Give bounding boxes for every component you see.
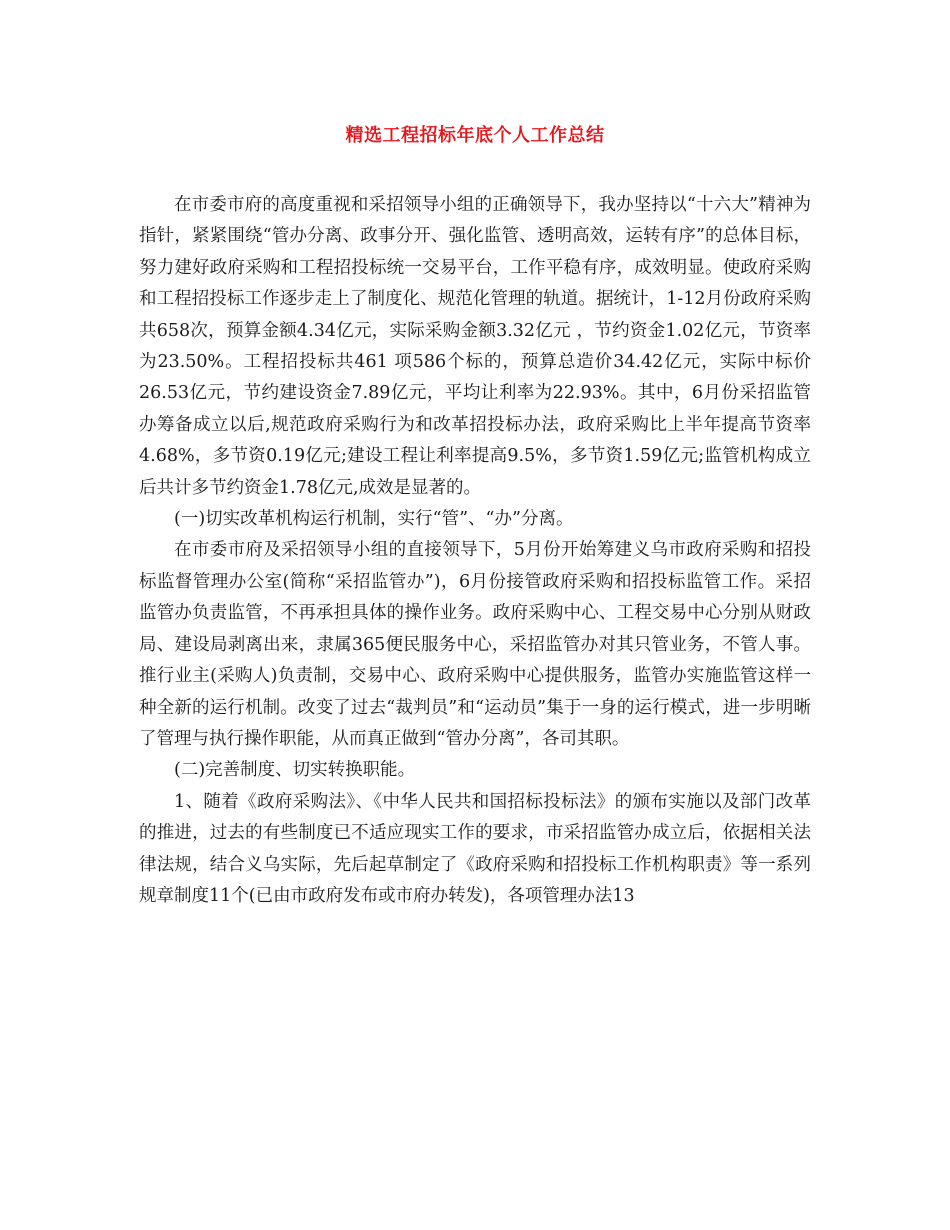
paragraph-mechanism: 在市委市府及采招领导小组的直接领导下，5月份开始筹建义乌市政府采购和招投标监督管理办公室(简称“采招监管办”)，6月份接管政府采购和招投标监管工作。采招监管办负责监管，不再承担具体的操作业务。政府采购中心、工程交易中心分别从财政局、建设局剥离出来，隶属365便民服务中心，采招监管办对其只管业务，不管人事。推行业主(采购人)负责制，交易中心、政府采购中心提供服务，监管办实施监管这样一种全新的运行机制。改变了过去“裁判员”和“运动员”集于一身的运行模式，进一步明晰了管理与执行操作职能，从而真正做到“管办分离”，各司其职。 [139, 540, 811, 749]
paragraph-regulations: 1、随着《政府采购法》、《中华人民共和国招标投标法》的颁布实施以及部门改革的推进，过去的有些制度已不适应现实工作的要求，市采招监管办成立后，依据相关法律法规，结合义乌实际，先后起草制定了《政府采购和招投标工作机构职责》等一系列规章制度11个(已由市政府发布或市府办转发)，各项管理办法13 [139, 791, 811, 906]
paragraph-overview: 在市委市府的高度重视和采招领导小组的正确领导下，我办坚持以“十六大”精神为指针，紧紧围绕“管办分离、政事分开、强化监管、透明高效，运转有序”的总体目标，努力建好政府采购和工程招投标统一交易平台，工作平稳有序，成效明显。使政府采购和工程招投标工作逐步走上了制度化、规范化管理的轨道。据统计，1-12月份政府采购共658次，预算金额4.34亿元，实际采购金额3.32亿元 ，节约资金1.02亿元，节资率为23.50%。工程招投标共461 项586个标的，预算总造价34.42亿元，实际中标价26.53亿元，节约建设资金7.89亿元，平均让利率为22.93%。其中，6月份采招监管办筹备成立以后,规范政府采购行为和改革招投标办法，政府采购比上半年提高节资率4.68%，多节资0.19亿元;建设工程让利率提高9.5%，多节资1.59亿元;监管机构成立后共计多节约资金1.78亿元,成效是显著的。 [139, 195, 811, 498]
document-body [139, 190, 811, 912]
section-heading-1: (一)切实改革机构运行机制，实行“管”、“办”分离。 [174, 509, 574, 530]
document-title: 精选工程招标年底个人工作总结 [345, 125, 605, 146]
section-heading-2: (二)完善制度、切实转换职能。 [174, 760, 416, 781]
